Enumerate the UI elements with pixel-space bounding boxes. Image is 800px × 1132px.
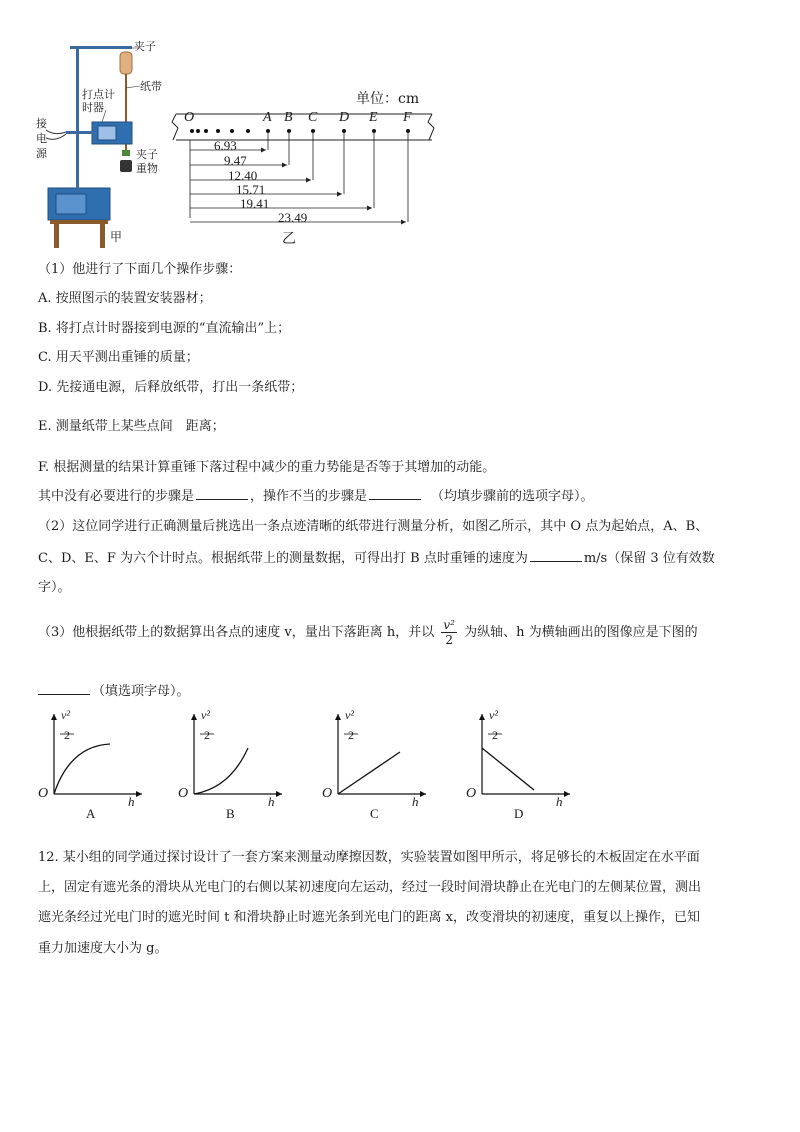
- q12-line2: 上，固定有遮光条的滑块从光电门的右侧以某初速度向左运动，经过一段时间滑块静止在光电门的左侧某位置，测出: [38, 880, 702, 895]
- graph-option-label: A: [86, 806, 96, 821]
- graph-xlabel: h: [268, 794, 275, 809]
- label-clip-top: 夹子: [134, 40, 156, 53]
- step-c: C. 用天平测出重锤的质量；: [38, 350, 199, 365]
- graph-option-a[interactable]: [30, 706, 150, 826]
- part2-line2: [38, 549, 715, 568]
- part1-question: [38, 487, 594, 506]
- apparatus-figure: [36, 38, 166, 248]
- point-label: A: [263, 110, 272, 125]
- part3-line1: [38, 618, 698, 647]
- answer-blank[interactable]: [196, 487, 248, 500]
- point-label: B: [284, 110, 293, 125]
- point-label: O: [184, 110, 195, 125]
- graph-origin: O: [322, 786, 333, 801]
- graph-xlabel: h: [556, 794, 563, 809]
- graph-xlabel: h: [128, 794, 135, 809]
- caption-jia: 甲: [110, 230, 123, 244]
- q12-line4: 重力加速度大小为 g。: [38, 941, 168, 956]
- answer-blank[interactable]: [530, 549, 582, 562]
- part2-line1: （2）这位同学进行正确测量后挑选出一条点迹清晰的纸带进行测量分析，如图乙所示，其中 O 点为起始点，A、B、: [38, 519, 709, 534]
- graph-option-c[interactable]: [314, 706, 434, 826]
- question-text: 其中没有必要进行的步骤是: [38, 489, 195, 504]
- fraction-denominator: 2: [445, 633, 454, 647]
- unit-label: 单位：cm: [356, 91, 420, 107]
- weight: [120, 160, 132, 172]
- graph-ylabel-den: 2: [204, 728, 210, 742]
- graph-ylabel-den: 2: [492, 728, 498, 742]
- point-label: E: [369, 110, 378, 125]
- question-text: （填选项字母）。: [92, 684, 190, 699]
- graph-option-label: D: [514, 806, 524, 821]
- step-f: F. 根据测量的结果计算重锤下落过程中减少的重力势能是否等于其增加的动能。: [38, 460, 496, 475]
- question-text: 为纵轴、h 为横轴画出的图像应是下图的: [464, 625, 698, 640]
- stand-rod: [76, 46, 79, 192]
- graph-xlabel: h: [412, 794, 419, 809]
- graph-ylabel-num: v²: [489, 708, 498, 722]
- fraction-numerator: v²: [443, 618, 455, 632]
- question-text: （均填步骤前的选项字母）。: [431, 489, 594, 504]
- part1-intro: （1）他进行了下面几个操作步骤：: [38, 262, 242, 277]
- q12-line3: 遮光条经过光电门时的遮光时间 t 和滑块静止时遮光条到光电门的距离 x，改变滑块的初速度，重复以上操作，已知: [38, 910, 700, 925]
- question-text: ，操作不当的步骤是: [250, 489, 368, 504]
- distance-label: 12.40: [228, 168, 258, 183]
- graph-option-label: B: [226, 806, 235, 821]
- point-label: C: [308, 110, 318, 125]
- graph-option-label: C: [370, 806, 379, 821]
- apparatus-drawing: [36, 38, 166, 248]
- graph-ylabel-num: v²: [61, 708, 70, 722]
- distance-label: 23.49: [278, 210, 308, 225]
- graph-ylabel-num: v²: [345, 708, 354, 722]
- point-label: F: [403, 110, 412, 125]
- graph-origin: O: [38, 786, 49, 801]
- step-a: A. 按照图示的装置安装器材；: [38, 291, 212, 306]
- point-label: D: [339, 110, 350, 125]
- graph-ylabel-den: 2: [348, 728, 354, 742]
- step-d: D. 先接通电源，后释放纸带，打出一条纸带；: [38, 380, 304, 395]
- caption-yi: 乙: [282, 231, 296, 247]
- step-b: B. 将打点计时器接到电源的“直流输出”上；: [38, 321, 291, 336]
- answer-blank[interactable]: [38, 682, 90, 695]
- label-power: 接电源: [36, 117, 47, 160]
- label-tape: 纸带: [140, 80, 162, 93]
- question-text: m/s（保留 3 位有效数: [583, 551, 715, 566]
- graph-option-b[interactable]: [170, 706, 290, 826]
- question-text: C、D、E、F 为六个计时点。根据纸带上的测量数据，可得出打 B 点时重锤的速度为: [38, 551, 528, 566]
- label-timer: 打点计时器: [82, 88, 115, 114]
- label-weight: 重物: [136, 162, 158, 175]
- q12-line1: 12. 某小组的同学通过探讨设计了一套方案来测量动摩擦因数，实验装置如图甲所示，将足够长的木板固定在水平面: [38, 850, 700, 865]
- graph-origin: O: [178, 786, 189, 801]
- question-text: （3）他根据纸带上的数据算出各点的速度 v，量出下落距离 h，并以: [38, 625, 435, 640]
- graph-ylabel-den: 2: [64, 728, 70, 742]
- graph-option-d[interactable]: [458, 706, 578, 826]
- tape-figure: [170, 88, 440, 248]
- distance-label: 19.41: [240, 196, 270, 211]
- answer-blank[interactable]: [369, 487, 421, 500]
- graph-ylabel-num: v²: [201, 708, 210, 722]
- step-e: E. 测量纸带上某些点间 距离；: [38, 419, 225, 434]
- label-clip-bottom: 夹子: [136, 148, 158, 161]
- distance-label: 6.93: [214, 138, 237, 153]
- option-graphs: [30, 706, 570, 826]
- fraction-v2-over-2: [441, 618, 457, 647]
- distance-label: 15.71: [236, 182, 266, 197]
- part2-line3: 字）。: [38, 580, 71, 595]
- hand-clip: [120, 52, 132, 74]
- distance-label: 9.47: [224, 153, 247, 168]
- graph-origin: O: [466, 786, 477, 801]
- part3-line2: [38, 682, 190, 701]
